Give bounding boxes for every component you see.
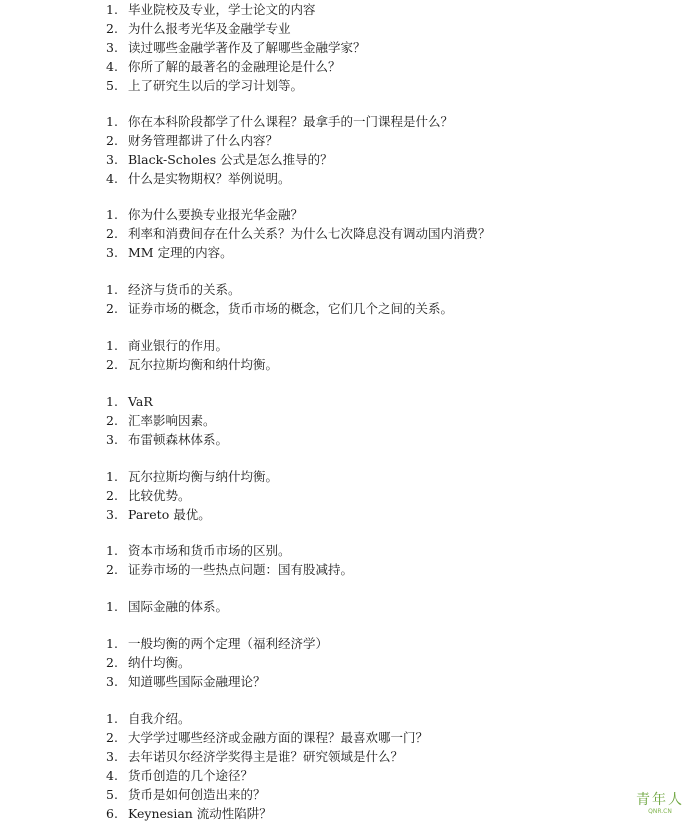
list-item	[0, 728, 700, 748]
item-text: 去年诺贝尔经济学奖得主是谁？研究领域是什么？	[128, 749, 404, 764]
list-item	[0, 486, 700, 506]
item-text: MM 定理的内容。	[128, 245, 233, 260]
item-number: 4.	[106, 59, 118, 74]
list-item	[0, 747, 700, 767]
item-number: 6.	[106, 806, 118, 821]
item-number: 3.	[106, 749, 118, 764]
item-text: 瓦尔拉斯均衡和纳什均衡。	[128, 357, 279, 372]
list-item	[0, 392, 700, 412]
item-text: 商业银行的作用。	[128, 338, 229, 353]
item-number: 2.	[106, 562, 118, 577]
item-text: 自我介绍。	[128, 711, 191, 726]
item-number: 1.	[106, 207, 118, 222]
item-text: 瓦尔拉斯均衡与纳什均衡。	[128, 469, 279, 484]
item-number: 5.	[106, 787, 118, 802]
item-text: 为什么报考光华及金融学专业	[128, 21, 291, 36]
item-number: 2.	[106, 488, 118, 503]
list-item	[0, 785, 700, 805]
list-item	[0, 467, 700, 487]
list-item	[0, 709, 700, 729]
list-item	[0, 0, 700, 20]
item-number: 3.	[106, 507, 118, 522]
item-text: 货币创造的几个途径？	[128, 768, 254, 783]
item-number: 3.	[106, 152, 118, 167]
item-text: 纳什均衡。	[128, 655, 191, 670]
item-text: 证券市场的概念，货币市场的概念，它们几个之间的关系。	[128, 301, 454, 316]
item-text: Pareto 最优。	[128, 507, 211, 522]
item-text: 上了研究生以后的学习计划等。	[128, 78, 304, 93]
item-number: 1.	[106, 599, 118, 614]
item-text: 大学学过哪些经济或金融方面的课程？最喜欢哪一门？	[128, 730, 429, 745]
item-number: 1.	[106, 543, 118, 558]
item-text: 经济与货币的关系。	[128, 282, 241, 297]
list-item	[0, 169, 700, 189]
item-text: 货币是如何创造出来的？	[128, 787, 266, 802]
list-item	[0, 355, 700, 375]
list-item	[0, 804, 700, 824]
item-number: 2.	[106, 413, 118, 428]
list-item	[0, 205, 700, 225]
list-item	[0, 19, 700, 39]
item-text: 汇率影响因素。	[128, 413, 216, 428]
item-text: VaR	[128, 394, 153, 409]
item-text: 证券市场的一些热点问题：国有股减持。	[128, 562, 354, 577]
item-number: 3.	[106, 245, 118, 260]
item-text: 知道哪些国际金融理论？	[128, 674, 266, 689]
item-number: 1.	[106, 394, 118, 409]
list-item	[0, 634, 700, 654]
list-item	[0, 411, 700, 431]
item-number: 1.	[106, 114, 118, 129]
item-number: 1.	[106, 338, 118, 353]
item-text: 毕业院校及专业，学士论文的内容	[128, 2, 316, 17]
item-number: 2.	[106, 133, 118, 148]
watermark-brand: 青年人	[636, 792, 684, 808]
list-item	[0, 38, 700, 58]
item-number: 2.	[106, 357, 118, 372]
item-number: 3.	[106, 674, 118, 689]
item-text: Keynesian 流动性陷阱？	[128, 806, 272, 821]
list-item	[0, 541, 700, 561]
item-number: 4.	[106, 171, 118, 186]
list-item	[0, 505, 700, 525]
list-item	[0, 560, 700, 580]
list-item	[0, 150, 700, 170]
item-text: 国际金融的体系。	[128, 599, 229, 614]
item-text: 你所了解的最著名的金融理论是什么？	[128, 59, 341, 74]
item-number: 2.	[106, 21, 118, 36]
watermark-logo	[630, 792, 690, 816]
item-text: 读过哪些金融学著作及了解哪些金融学家？	[128, 40, 366, 55]
list-item	[0, 280, 700, 300]
item-text: 什么是实物期权？举例说明。	[128, 171, 291, 186]
item-number: 4.	[106, 768, 118, 783]
item-number: 2.	[106, 226, 118, 241]
item-text: 比较优势。	[128, 488, 191, 503]
item-number: 1.	[106, 711, 118, 726]
list-item	[0, 76, 700, 96]
list-item	[0, 224, 700, 244]
item-text: 你在本科阶段都学了什么课程？最拿手的一门课程是什么？	[128, 114, 454, 129]
item-text: 你为什么要换专业报光华金融？	[128, 207, 304, 222]
list-item	[0, 336, 700, 356]
list-item	[0, 430, 700, 450]
list-item	[0, 131, 700, 151]
item-text: 利率和消费间存在什么关系？为什么七次降息没有调动国内消费？	[128, 226, 491, 241]
item-number: 1.	[106, 636, 118, 651]
item-text: Black-Scholes 公式是怎么推导的？	[128, 152, 333, 167]
list-item	[0, 766, 700, 786]
item-number: 2.	[106, 301, 118, 316]
item-text: 一般均衡的两个定理（福利经济学）	[128, 636, 329, 651]
watermark-site: QNR.CN	[648, 808, 672, 815]
list-item	[0, 57, 700, 77]
list-item	[0, 299, 700, 319]
item-number: 1.	[106, 469, 118, 484]
list-item	[0, 672, 700, 692]
item-text: 布雷顿森林体系。	[128, 432, 229, 447]
item-number: 3.	[106, 40, 118, 55]
item-text: 资本市场和货币市场的区别。	[128, 543, 291, 558]
item-number: 3.	[106, 432, 118, 447]
item-number: 5.	[106, 78, 118, 93]
item-number: 1.	[106, 2, 118, 17]
item-number: 1.	[106, 282, 118, 297]
list-item	[0, 112, 700, 132]
list-item	[0, 597, 700, 617]
list-item	[0, 653, 700, 673]
item-number: 2.	[106, 730, 118, 745]
list-item	[0, 243, 700, 263]
item-number: 2.	[106, 655, 118, 670]
item-text: 财务管理都讲了什么内容？	[128, 133, 279, 148]
